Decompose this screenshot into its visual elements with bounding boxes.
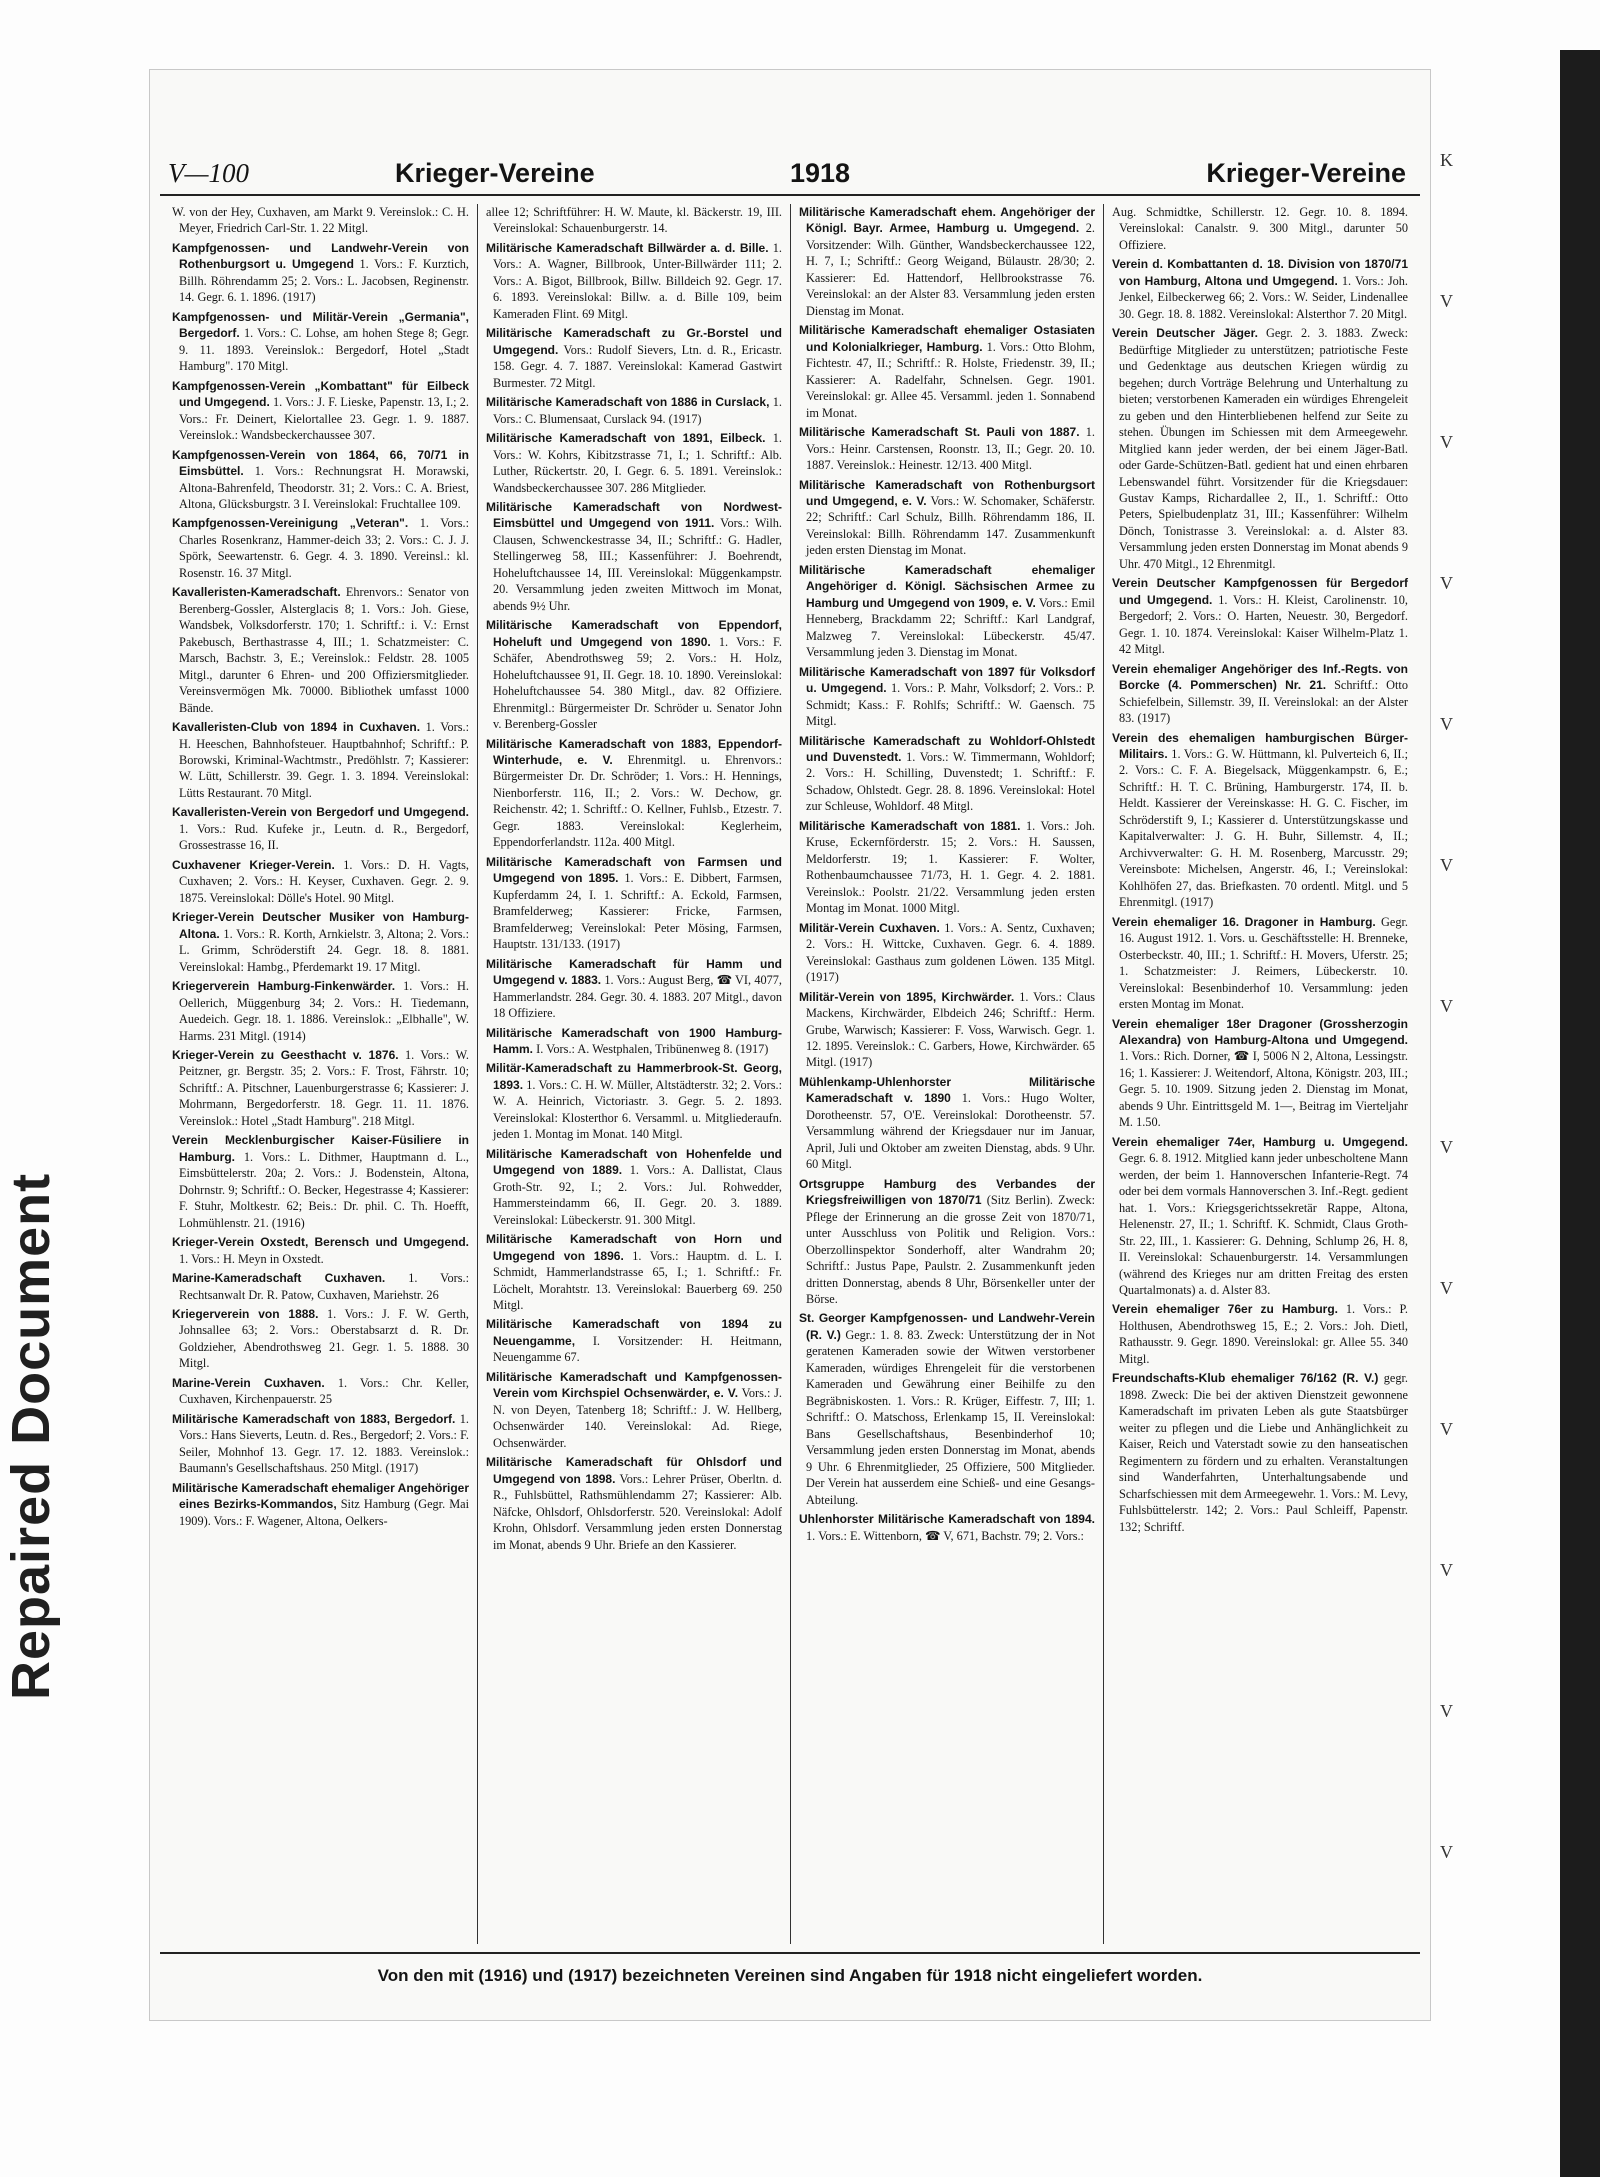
society-name: Verein ehemaliger 16. Dragoner in Hamburg.: [1112, 914, 1376, 929]
society-name: Krieger-Verein zu Geesthacht v. 1876.: [172, 1047, 399, 1062]
society-details: Vors.: Lehrer Prüser, Oberltn. d. R., Fuhlsbüttel, Rathsmühlendamm 27; Kassierer: Alb. Näfcke, Ohlsdorf, Ohlsdorferstr. 520. Vereinslokal: Adolf Krohn, Ohlsdorf. Versammlung jeden ersten Donnerstag im Monat, abends 9 Uhr. Briefe an den Kassierer.: [493, 1471, 782, 1552]
society-details: 1. Vors.: Rich. Dorner, ☎ I, 5006 N 2, Altona, Lessingstr. 16; 1. Kassierer: J. Weitendorf, Altona, Königstr. 203, III.; Gegr. 5. 10. 1909. Sitzung jeden 2. Dienstag im Monat, abends 9 Uhr. Eintrittsgeld M. 1—, Beitrag im Vierteljahr M. 1.50.: [1119, 1049, 1408, 1130]
society-entry: [486, 736, 782, 851]
society-entry: [172, 204, 469, 237]
society-details: 1. Vors.: H. Kleist, Carolinenstr. 10, Bergedorf; 2. Vors.: O. Harten, Neuestr. 30, Bergedorf. Gegr. 1. 10. 1874. Vereinslokal: Kaiser Wilhelm-Platz 1. 42 Mitgl.: [1119, 592, 1408, 657]
society-details: 1. Vors.: E. Dibbert, Farmsen, Kupferdamm 24, I. 1. Schriftf.: A. Eckold, Farmsen, Bramfelderweg; Kassierer: Fricke, Farmsen, Bramfelderweg; Vereinslokal: Peter Mösing, Farmsen, Hauptstr. 131/133. (1917): [493, 871, 782, 952]
society-entry: [1112, 1134, 1408, 1299]
society-name: Marine-Verein Cuxhaven.: [172, 1375, 325, 1390]
column-2: [477, 204, 790, 1944]
society-details: Gegr. 16. August 1912. 1. Vors. u. Geschäftsstelle: H. Brenneke, Osterbeckstr. 40, III.; 1. Schriftf.: H. Movers, Uferstr. 25; 1. Schatzmeister: J. Reimers, Lübeckerstr. 10. Vereinslokal: Besenbinderhof 10. Versammlung: jeden ersten Montag im Monat.: [1119, 914, 1409, 1012]
society-name: Krieger-Verein Oxstedt, Berensch und Umgegend.: [172, 1235, 469, 1250]
society-entry: [799, 562, 1095, 661]
society-name: Krieger-Verein Deutscher Musiker von Hamburg-Altona.: [172, 910, 469, 941]
society-details: 1. Vors.: H. Heeschen, Bahnhofsteuer. Hauptbahnhof; Schriftf.: P. Borowski, Kriminal-Wachtmstr., Predöhlstr. 7; Kassierer: W. Lütt, Schillerstr. 39. Gegr. 1. 3. 1894. Vereinslokal: Lütts Restaurant. 70 Mitgl.: [179, 720, 470, 800]
society-name: Militärische Kameradschaft von 1883, Bergedorf.: [172, 1411, 456, 1426]
next-page-fragment: V: [1440, 1560, 1453, 1580]
society-name: Marine-Kameradschaft Cuxhaven.: [172, 1271, 386, 1286]
society-name: Militär-Verein Cuxhaven.: [799, 920, 940, 935]
society-entry: [486, 499, 782, 614]
society-details: 1. Vors.: H. Oellerich, Müggenburg 34; 2. Vors.: H. Tiedemann, Auedeich. Gegr. 18. 1. 1886. Vereinslok.: „Elbhalle", W. Harms. 231 Mitgl. (1914): [179, 979, 470, 1043]
society-details: 1. Vors.: Rechtsanwalt Dr. R. Patow, Cuxhaven, Mariehstr. 26: [179, 1271, 469, 1302]
society-entry: [1112, 575, 1408, 657]
society-entry: [1112, 204, 1408, 253]
society-name: Militärische Kameradschaft ehem. Angehöriger der Königl. Bayr. Armee, Hamburg u. Umgegend.: [799, 205, 1095, 236]
society-name: Ortsgruppe Hamburg des Verbandes der Kriegsfreiwilligen von 1870/71: [799, 1176, 1095, 1208]
society-name: Mühlenkamp-Uhlenhorster Militärische Kameradschaft v. 1890: [799, 1074, 1095, 1106]
society-name: Militärische Kameradschaft von Horn und Umgegend von 1896.: [486, 1232, 782, 1263]
society-entry: [1112, 914, 1408, 1013]
society-details: Vors.: Rudolf Sievers, Ltn. d. R., Ericastr. 158. Gegr. 4. 7. 1887. Vereinslokal: Kamerad Gastwirt Burmester. 72 Mitgl.: [493, 342, 782, 390]
society-entry: [172, 1047, 469, 1129]
society-details: 1. Vors.: R. Korth, Arnkielstr. 3, Altona; 2. Vors.: L. Grimm, Schröderstift 24. Gegr. 18. 8. 1881. Vereinslokal: Hambg., Pferdemarkt 19. 17 Mitgl.: [179, 926, 469, 974]
society-entry: [486, 1369, 782, 1451]
society-name: Militärische Kameradschaft ehemaliger Ostasiaten und Kolonialkrieger, Hamburg.: [799, 323, 1095, 354]
society-details: 1. Vors.: Joh. Jenkel, Eilbeckerweg 66; 2. Vors.: W. Seider, Lindenallee 30. Gegr. 18. 8. 1882. Vereinslokal: Alsterthor 7. 20 Mitgl.: [1119, 273, 1408, 321]
next-page-fragment: V: [1440, 291, 1453, 311]
society-entry: [799, 322, 1095, 421]
repaired-document-stamp: Repaired Document: [1, 1172, 61, 1700]
society-entry: [799, 733, 1095, 815]
society-entry: [1112, 1301, 1408, 1367]
footer-note: Von den mit (1916) und (1917) bezeichneten Vereinen sind Angaben für 1918 nicht eingeliefert worden.: [377, 1966, 1203, 1985]
society-name: Verein ehemaliger Angehöriger des Inf.-Regts. von Borcke (4. Pommerschen) Nr. 21.: [1112, 661, 1408, 693]
next-page-sliver: [1440, 150, 1530, 1950]
society-entry: [1112, 1370, 1408, 1535]
society-name: Militärische Kameradschaft von Hohenfelde und Umgegend von 1889.: [486, 1146, 782, 1178]
society-details: 1. Vors.: Charles Rosenkranz, Hammer-deich 33; 2. Vors.: C. J. J. Spörk, Seewartenstr. 6. Gegr. 4. 3. 1890. Vereinsl.: kl. Rosenstr. 16. 37 Mitgl.: [179, 516, 470, 580]
next-page-fragment: V: [1440, 1701, 1453, 1721]
society-details: 1. Vors.: P. Mahr, Volksdorf; 2. Vors.: P. Schmidt; Kass.: F. Rohlfs; Schriftf.: W. Gaensch. 75 Mitgl.: [806, 681, 1095, 729]
society-name: Militär-Kameradschaft zu Hammerbrook-St. Georg, 1893.: [486, 1061, 782, 1092]
society-entry: [486, 854, 782, 953]
society-details: 1. Vors.: Joh. Kruse, Eckernförderstr. 15; 2. Vors.: H. Saussen, Meldorferstr. 19; 1. Kassierer: F. Wolter, Rothenbaumchaussee 71/73, H. 1. Gegr. 4. 2. 1881. Vereinslok.: Poolstr. 21/22. Versammlung jeden ersten Montag im Monat. 1000 Mitgl.: [806, 818, 1096, 916]
society-details: 1. Vors.: F. Kurztich, Billh. Röhrendamm 25; 2. Vors.: L. Jacobsen, Reginenstr. 14. Gegr. 6. 1. 1896. (1917): [179, 257, 470, 305]
society-name: Militärische Kameradschaft von Eppendorf, Hoheluft und Umgegend von 1890.: [486, 618, 782, 649]
society-entry: [799, 989, 1095, 1071]
page-number: V—100: [168, 158, 249, 188]
society-entry: [172, 1375, 469, 1408]
society-details: Vors.: Wilh. Clausen, Schwenckestrasse 34, II.; Schriftf.: G. Hadler, Stellingerweg 58, III.; Kassenführer: J. Boehrendt, Hoheluftchaussee 14, III. Vereinslokal: Müggenkampstr. 20. Versammlung jeden zweiten Mittwoch im Monat, abends 9½ Uhr.: [493, 516, 782, 613]
society-name: Kampfgenossen-Vereinigung „Veteran".: [172, 516, 409, 531]
society-details: 1. Vors.: D. H. Vagts, Cuxhaven; 2. Vors.: H. Keyser, Cuxhaven. Gegr. 2. 9. 1875. Vereinslokal: Dölle's Hotel. 90 Mitgl.: [179, 857, 470, 905]
society-entry: [799, 1074, 1095, 1173]
society-details: I. Vors.: A. Westphalen, Tribünenweg 8. (1917): [536, 1041, 769, 1056]
society-name: Militärische Kameradschaft Billwärder a. d. Bille.: [486, 240, 769, 255]
society-entry: [172, 978, 469, 1044]
society-entry: [172, 584, 469, 716]
society-entry: [1112, 1016, 1408, 1131]
society-name: Verein ehemaliger 18er Dragoner (Grossherzogin Alexandra) von Hamburg-Altona und Umgegend.: [1112, 1016, 1408, 1047]
scan-dark-edge: [1560, 50, 1600, 2177]
society-entry: [486, 325, 782, 391]
society-details: 1. Vors.: J. F. Lieske, Papenstr. 13, I.; 2. Vors.: Fr. Deinert, Kielortallee 23. Gegr. 1. 9. 1887. Vereinslok.: Wandsbeckerchaussee 307.: [179, 395, 469, 443]
society-details: 1. Vors.: A. Wagner, Billbrook, Unter-Billwärder 111; 2. Vors.: A. Bigot, Billbrook, Billw. Billdeich 92. Gegr. 17. 6. 1893. Vereinslokal: Billw. a. d. Bille 109, beim Kameraden Flint. 69 Mitgl.: [493, 240, 782, 321]
society-details: I. Vorsitzender: H. Heitmann, Neuengamme 67.: [493, 1333, 783, 1365]
society-entry: [486, 1146, 782, 1228]
society-name: Militär-Verein von 1895, Kirchwärder.: [799, 989, 1015, 1004]
society-entry: [799, 477, 1095, 559]
society-name: Militärische Kameradschaft von 1883, Eppendorf-Winterhude, e. V.: [486, 736, 782, 767]
next-page-fragment: V: [1440, 1419, 1453, 1439]
society-entry: [486, 1316, 782, 1365]
column-3: [790, 204, 1103, 1944]
society-entry: [172, 515, 469, 581]
society-entry: [1112, 325, 1408, 572]
society-name: Militärische Kameradschaft für Ohlsdorf und Umgegend von 1898.: [486, 1455, 782, 1486]
page-year: 1918: [790, 158, 851, 188]
society-entry: [1112, 661, 1408, 727]
society-name: Militärische Kameradschaft St. Pauli von 1887.: [799, 425, 1080, 440]
society-details: gegr. 1898. Zweck: Die bei der aktiven Dienstzeit gewonnene Kameradschaft im privaten Leben als gute Staatsbürger weiter zu pflegen und die Liebe und Anhänglichkeit zu Kaiser, Reich und Vaterstadt sowie zu den hanseatischen Regimentern zu fördern und zu erhalten. Veranstaltungen sind Wanderfahrten, Unterhaltungsabende und Scharfschiessen mit dem Armeegewehr. 1. Vors.: M. Levy, Fuhlsbüttelerstr. 142; 2. Vors.: Paul Schleiff, Papenstr. 132; Schriftf.: [1119, 1371, 1409, 1534]
society-entry: [172, 1234, 469, 1267]
society-details: 1. Vors.: Rechnungsrat H. Morawski, Altona-Bahrenfeld, Theodorstr. 31; 2. Vors.: C. A. Briest, Altona, Glücksburgstr. 3 I. Vereinslokal: Fruchtallee 109.: [179, 464, 469, 511]
society-details: 1. Vors.: A. Sentz, Cuxhaven; 2. Vors.: H. Wittcke, Cuxhaven. Gegr. 6. 4. 1889. Vereinslokal: Gasthaus zum goldenen Löwen. 135 Mitgl. (1917): [806, 920, 1096, 985]
society-entry: [1112, 730, 1408, 911]
society-name: Kriegerverein Hamburg-Finkenwärder.: [172, 979, 396, 994]
column-1: [164, 204, 477, 1944]
society-entry: [1112, 256, 1408, 322]
next-page-fragment: V: [1440, 1842, 1453, 1862]
society-entry: [486, 1060, 782, 1142]
society-name: Militärische Kameradschaft zu Wohldorf-Ohlstedt und Duvenstedt.: [799, 733, 1095, 764]
society-details: 1. Vors.: F. Schäfer, Abendrothsweg 59; 2. Vors.: H. Holz, Hoheluftchaussee 91, II. Gegr. 18. 10. 1890. Vereinslokal: Hoheluftchaussee 54. 380 Mitgl., dav. 82 Offiziere. Ehrenmitgl.: Bürgermeister Dr. Schröder u. Senator John v. Berenberg-Gossler: [493, 634, 782, 732]
society-entry: [799, 1176, 1095, 1308]
society-details: 1. Vors.: Hans Sieverts, Leutn. d. Res., Bergedorf; 2. Vors.: F. Seiler, Mohnhof 13. Gegr. 17. 12. 1883. Vereinslok.: Baumann's Gesellschaftshaus. 250 Mitgl. (1917): [179, 1411, 469, 1476]
society-entry: [172, 719, 469, 801]
society-name: Kavalleristen-Kameradschaft.: [172, 585, 341, 600]
society-entry: [799, 424, 1095, 473]
next-page-fragment: V: [1440, 1278, 1453, 1298]
society-name: Verein Deutscher Kampfgenossen für Bergedorf und Umgegend.: [1112, 576, 1408, 607]
society-details: 1. Vors.: L. Dithmer, Hauptmann d. L., Eimsbüttelerstr. 20a; 2. Vors.: J. Bodenstein, Altona, Dohrnstr. 9; Schriftf.: O. Becker, Hegestrasse 4; Kassierer: F. Stuhr, Moltkestr. 62; Beis.: Dr. phil. C. Th. Hoefft, Lohmühlenstr. 21. (1916): [179, 1149, 469, 1230]
society-details: 1. Vors.: Claus Mackens, Kirchwärder, Elbdeich 246; Schriftf.: Herm. Grube, Warwisch; Kassierer: F. Voss, Warwisch. Gegr. 1. 12. 1895. Vereinslok.: C. Garbers, Howe, Kirchwärder. 65 Mitgl. (1917): [806, 989, 1095, 1070]
society-details: 1. Vors.: C. H. W. Müller, Altstädterstr. 32; 2. Vors.: W. A. Heinrich, Victoriastr. 3. Gegr. 5. 2. 1893. Vereinslokal: Klosterthor 6. Versamml. u. Mitgliederaufn. jeden 1. Montag im Monat. 140 Mitgl.: [493, 1077, 782, 1142]
society-name: Cuxhavener Krieger-Verein.: [172, 857, 335, 872]
society-entry: [172, 447, 469, 513]
society-entry: [172, 857, 469, 906]
society-name: Verein d. Kombattanten d. 18. Division von 1870/71 von Hamburg, Altona und Umgegend.: [1112, 257, 1408, 288]
society-details: 1. Vors.: J. F. W. Gerth, Johnsallee 63; 2. Vors.: Oberstabsarzt d. R. Dr. Goldzieher, Abendrothsweg 21. Gegr. 1. 5. 1888. 30 Mitgl.: [179, 1307, 469, 1371]
society-details: Gegr. 6. 8. 1912. Mitglied kann jeder unbescholtene Mann werden, der beim 1. Hannoverschen Infanterie-Regt. 74 oder bei dem vormals Hannoverschen 3. Inf.-Regt. gedient hat. 1. Vors.: Kriegsgerichtssekretär Rappe, Altona, Helenenstr. 27, II.; 1. Schriftf. K. Schmidt, Claus Groth-Str. 22, III., 1. Kassierer: G. Dehning, Schlump 26, H. 8, II. Vereinslokal: Schauenburgerstr. 14. Versammlungen (während des Krieges nur am dritten Freitag des ersten Quartalmonats) a. d. Alster 83.: [1119, 1151, 1408, 1297]
society-name: Kampfgenossen-Verein von 1864, 66, 70/71 in Eimsbüttel.: [172, 447, 469, 479]
society-entry: [486, 240, 782, 322]
society-details: 1. Vors.: C. Blumensaat, Curslack 94. (1917): [493, 395, 782, 426]
society-name: Militärische Kameradschaft ehemaliger Angehöriger d. Königl. Sächsischen Armee zu Hamburg und Umgegend von 1909, e. V.: [799, 562, 1095, 610]
society-name: Kavalleristen-Verein von Bergedorf und Umgegend.: [172, 805, 469, 820]
society-name: Militärische Kameradschaft von 1886 in Curslack,: [486, 395, 770, 410]
society-entry: [486, 430, 782, 496]
society-name: Kriegerverein von 1888.: [172, 1307, 319, 1321]
society-details: Vors.: Emil Henneberg, Brackdamm 22; Schriftf.: Karl Landgraf, Malzweg 7. Vereinslokal: Lübeckerstr. 45/47. Versammlung jeden 3. Dienstag im Monat.: [806, 595, 1095, 660]
society-details: 1. Vors.: P. Holthusen, Abendrothsweg 15, E.; 2. Vors.: Joh. Dietl, Rathausstr. 9. Gegr. 1890. Vereinslokal: gr. Allee 55. 340 Mitgl.: [1119, 1302, 1409, 1366]
running-title-left: Krieger-Vereine: [395, 158, 595, 188]
society-details: Sitz Hamburg (Gegr. Mai 1909). Vors.: F. Wagener, Altona, Oelkers-: [179, 1497, 469, 1528]
society-details: 1. Vors.: H. Meyn in Oxstedt.: [179, 1251, 324, 1266]
society-name: Freundschafts-Klub ehemaliger 76/162 (R. V.): [1112, 1371, 1379, 1386]
society-name: Militärische Kameradschaft zu Gr.-Borstel und Umgegend.: [486, 326, 782, 357]
society-details: 1. Vors.: A. Dallistat, Claus Groth-Str. 92, I.; 2. Vors.: Jul. Rohwedder, Hammersteindamm 66, II. Gegr. 20. 3. 1889. Vereinslokal: Lübeckerstr. 91. 300 Mitgl.: [493, 1163, 782, 1227]
society-entry: [172, 1411, 469, 1477]
next-page-fragment: V: [1440, 1137, 1453, 1157]
society-name: Kampfgenossen-Verein „Kombattant" für Eilbeck und Umgegend.: [172, 378, 469, 410]
society-name: Militärische Kameradschaft und Kampfgenossen-Verein vom Kirchspiel Ochsenwärder, e. V.: [486, 1369, 782, 1401]
society-entry: [799, 920, 1095, 986]
entry-columns: [164, 204, 1416, 1944]
next-page-fragment: V: [1440, 855, 1453, 875]
society-details: allee 12; Schriftführer: H. W. Maute, kl. Bäckerstr. 19, III. Vereinslokal: Schauenburgerstr. 14.: [486, 205, 782, 236]
society-entry: [486, 1231, 782, 1313]
society-entry: [172, 309, 469, 375]
next-page-fragment: V: [1440, 432, 1453, 452]
society-name: Militärische Kameradschaft von 1881.: [799, 818, 1021, 833]
society-details: 1. Vors.: Heinr. Carstensen, Roonstr. 13, II.; Gegr. 20. 10. 1887. Vereinslok.: Heinestr. 12/13. 400 Mitgl.: [806, 425, 1095, 473]
society-details: 1. Vors.: G. W. Hüttmann, kl. Pulverteich 6, II.; 2. Vors.: C. F. A. Biegelsack, Müggenkampstr. 6, E.; Schriftf.: H. T. C. Brüning, Hamburgerstr. 174, II. b. Heldt. Kassierer der Vereinskasse: H. G. C. Fischer, im Schröderstift 9, I.; Kassierer d. Unterstützungskasse und Kapitalverwalter: J. G. H. Buhr, Sillemstr. 4, II.; Archivverwalter: G. H. M. Rosenberg, Marcusstr. 29; Vereinsbote: Michelsen, Angerstr. 46, I.; Vereinslokal: Kohlhöfen 27, das. Briefkasten. 70 ordentl. Mitgl. und 5 Ehrenmitgl. (1917): [1119, 747, 1408, 910]
column-4: [1103, 204, 1416, 1944]
society-name: Verein ehemaliger 76er zu Hamburg.: [1112, 1302, 1338, 1317]
society-name: St. Georger Kampfgenossen- und Landwehr-Verein (R. V.): [799, 1311, 1095, 1342]
next-page-fragment: V: [1440, 573, 1453, 593]
society-name: Verein Deutscher Jäger.: [1112, 326, 1258, 341]
society-name: Uhlenhorster Militärische Kameradschaft von 1894.: [799, 1512, 1095, 1527]
society-entry: [172, 1270, 469, 1303]
society-name: Verein ehemaliger 74er, Hamburg u. Umgegend.: [1112, 1134, 1408, 1149]
society-entry: [799, 1511, 1095, 1544]
running-title-right: Krieger-Vereine: [1206, 158, 1406, 188]
society-entry: [799, 204, 1095, 319]
society-details: Gegr. 2. 3. 1883. Zweck: Bedürftige Mitglieder zu unterstützen; patriotische Feste und Gedenktage aus deutschen Kriegen würdig zu begehen; durch Vorträge Belehrung und Unterhaltung zu bieten; verstorbenen Kameraden ein würdiges Ehrengeleit zu geben und den Hinterbliebenen helfend zur Seite zu stehen. Übungen im Schiessen mit dem Armeegewehr. Mitglied kann jeder werden, der bei einem Jäger-Batl. oder Garde-Schützen-Batl. gedient hat und einen ehrbaren Lebenswandel führt. Vorsitzender für die Kriegsdauer: Gustav Kamps, Richardallee 2, II., 1. Schriftf.: Otto Peters, Spielbudenplatz 31, III.; Kassenführer: Wilhelm Dönch, Tonistrasse 3. Vereinslokal: a. d. Alster 83. Versammlung jeden ersten Donnerstag im Monat abends 9 Uhr. 470 Mitgl., 12 Ehrenmitgl.: [1119, 326, 1408, 571]
next-page-fragment: V: [1440, 714, 1453, 734]
society-details: 2. Vorsitzender: Wilh. Günther, Wandsbeckerchaussee 122, H. 7, I.; Schriftf.: Georg Weigand, Bülaustr. 28/30; 2. Kassierer: Ed. Hattendorf, Hellbrookstrasse 76. Vereinslokal: an der Alster 83. Versammlung jeden ersten Dienstag im Monat.: [806, 221, 1095, 318]
society-name: Militärische Kameradschaft für Hamm und Umgegend v. 1883.: [486, 956, 782, 988]
society-name: Militärische Kameradschaft von Farmsen und Umgegend von 1895.: [486, 854, 782, 886]
society-entry: [172, 1480, 469, 1529]
society-entry: [172, 1132, 469, 1231]
society-details: 1. Vors.: Hauptm. d. L. I. Schmidt, Hammerlandstrasse 65, I.; 1. Schriftf.: Fr. Löchelt, Morahtstr. 13. Vereinslokal: Bauerberg 69. 250 Mitgl.: [493, 1248, 782, 1312]
society-details: 1. Vors.: Otto Blohm, Fichtestr. 47, II.; Schriftf.: R. Holste, Friedenstr. 39, II.; Kassierer: A. Radelfahr, Schnelsen. Gegr. 1901. Vereinslokal: gr. Allee 45. Versamml. jeden 1. Sonnabend im Monat.: [806, 339, 1095, 420]
society-details: Aug. Schmidtke, Schillerstr. 12. Gegr. 10. 8. 1894. Vereinslokal: Canalstr. 9. 300 Mitgl., darunter 50 Offiziere.: [1112, 205, 1408, 252]
society-entry: [486, 956, 782, 1022]
society-entry: [799, 1310, 1095, 1508]
society-entry: [172, 240, 469, 306]
society-details: 1. Vors.: August Berg, ☎ VI, 4077, Hammerlandstr. 284. Gegr. 30. 4. 1883. 207 Mitgl., davon 18 Offiziere.: [493, 973, 782, 1021]
society-entry: [486, 1454, 782, 1553]
society-details: W. von der Hey, Cuxhaven, am Markt 9. Vereinslok.: C. H. Meyer, Friedrich Carl-Str. 1. 22 Mitgl.: [172, 205, 469, 236]
society-details: 1. Vors.: C. Lohse, am hohen Stege 8; Gegr. 9. 11. 1893. Vereinslok.: Bergedorf, Hotel „Stadt Hamburg". 170 Mitgl.: [179, 326, 470, 374]
society-details: 1. Vors.: Rud. Kufeke jr., Leutn. d. R., Bergedorf, Grossestrasse 16, II.: [179, 821, 469, 853]
society-details: Gegr.: 1. 8. 83. Zweck: Unterstützung der in Not geratenen Kameraden sowie der Witwen verstorbener Kameraden, würdiges Ehrengeleit für die verstorbenen Kameraden und Gewährung einer Beihilfe zu den Begräbniskosten. 1. Vors.: R. Krüger, Eiffestr. 7, III; 1. Schriftf.: O. Matschoss, Erlenkamp 15, II. Vereinslokal: Bans Gesellschaftshaus, Besenbinderhof 10; Versammlung jeden ersten Donnerstag im Monat, abends 9 Uhr. 6 Ehrenmitglieder, 25 Offiziere, 500 Mitglieder. Der Verein hat ausserdem eine Schieß- und eine Gesangs-Abteilung.: [806, 1327, 1096, 1507]
society-name: Verein des ehemaligen hamburgischen Bürger-Militairs.: [1112, 730, 1408, 761]
society-entry: [172, 1306, 469, 1372]
society-name: Militärische Kameradschaft von 1900 Hamburg-Hamm.: [486, 1025, 782, 1056]
society-entry: [486, 394, 782, 427]
society-entry: [799, 818, 1095, 917]
society-details: 1. Vors.: W. Peitzner, gr. Bergstr. 35; 2. Vors.: F. Trost, Fährstr. 10; Schriftf.: A. Pitschner, Lauenburgerstrasse 6; Kassierer: J. Mohrmann, Bergedorferstr. 18. Gegr. 11. 11. 1876. Vereinslok.: Hotel „Stadt Hamburg". 218 Mitgl.: [179, 1047, 469, 1128]
directory-page: [150, 70, 1430, 2020]
society-details: 1. Vors.: E. Wittenborn, ☎ V, 671, Bachstr. 79; 2. Vors.:: [806, 1528, 1084, 1543]
society-entry: [172, 378, 469, 444]
society-details: Vors.: J. N. von Deyen, Tatenberg 18; Schriftf.: J. W. Hellberg, Ochsenwärder 140. Vereinslokal: Ad. Riege, Ochsenwärder.: [493, 1386, 783, 1450]
society-name: Kampfgenossen- und Militär-Verein „Germania", Bergedorf.: [172, 309, 469, 341]
society-name: Militärische Kameradschaft von 1897 für Volksdorf u. Umgegend.: [799, 664, 1095, 696]
society-name: Militärische Kameradschaft von 1894 zu Neuengamme,: [486, 1317, 782, 1348]
society-entry: [486, 204, 782, 237]
society-name: Kavalleristen-Club von 1894 in Cuxhaven.: [172, 720, 421, 735]
society-details: Ehrenmitgl. u. Ehrenvors.: Bürgermeister Dr. Dr. Schröder; 1. Vors.: H. Hennings, Nienborferstr. 116, II.; 2. Vors.: W. Dechow, gr. Reichenstr. 42; 1. Schriftf.: O. Kellner, Fuhlsb., Etzestr. 7. Gegr. 1883. Vereinslokal: Keglerheim, Eppendorferlandstr. 112a. 400 Mitgl.: [493, 753, 782, 850]
society-details: 1. Vors.: Chr. Keller, Cuxhaven, Kirchenpauerstr. 25: [179, 1375, 470, 1407]
society-entry: [486, 1025, 782, 1058]
society-entry: [486, 617, 782, 732]
society-details: (Sitz Berlin). Zweck: Pflege der Erinnerung an die grosse Zeit von 1870/71, unter Ausschluss von Politik und Religion. Vors.: Oberzollinspektor Sonderhoff, alter Wandrahm 20; Schriftf.: Justus Pape, Paulstr. 2. Zusammenkunft jeden dritten Donnerstag, abends 8 Uhr, Börsenkeller unter der Börse.: [806, 1193, 1096, 1306]
society-name: Militärische Kameradschaft von Nordwest-Eimsbüttel und Umgegend von 1911.: [486, 499, 782, 531]
society-name: Militärische Kameradschaft von 1891, Eilbeck.: [486, 431, 766, 446]
society-details: Vors.: W. Schomaker, Schäferstr. 22; Schriftf.: Carl Schulz, Billh. Röhrendamm 186, II. Vereinslokal: Billh. Röhrendamm 147. Zusammenkunft jeden ersten Dienstag im Monat.: [806, 493, 1095, 558]
society-entry: [799, 664, 1095, 730]
society-name: Militärische Kameradschaft von Rothenburgsort und Umgegend, e. V.: [799, 477, 1095, 508]
society-details: 1. Vors.: W. Timmermann, Wohldorf; 2. Vors.: H. Schilling, Duvenstedt; 1. Schriftf.: F. Schadow, Ohlstedt. Gegr. 28. 8. 1896. Vereinslokal: Hotel zur Schleuse, Wohldorf. 48 Mitgl.: [806, 750, 1095, 814]
society-details: 1. Vors.: W. Kohrs, Kibitzstrasse 71, I.; 1. Schriftf.: Alb. Luther, Rückertstr. 20, I. Gegr. 6. 5. 1891. Vereinslok.: Wandsbeckerchaussee 307. 286 Mitglieder.: [493, 431, 783, 495]
society-details: 1. Vors.: Hugo Wolter, Dorotheenstr. 57, O'E. Vereinslokal: Dorotheenstr. 57. Versammlung während der Kriegsdauer nur im Januar, April, Juli und Oktober am zweiten Dienstag, abds. 9 Uhr. 60 Mitgl.: [806, 1091, 1095, 1172]
footer-divider: [160, 1952, 1420, 1954]
society-entry: [172, 804, 469, 853]
society-details: Schriftf.: Otto Schiefelbein, Sillemstr. 39, II. Vereinslokal: an der Alster 83. (1917): [1119, 678, 1409, 726]
society-name: Verein Mecklenburgischer Kaiser-Füsiliere in Hamburg.: [172, 1133, 469, 1164]
society-entry: [172, 909, 469, 975]
page-header: [160, 150, 1420, 196]
next-page-fragment: V: [1440, 996, 1453, 1016]
society-name: Kampfgenossen- und Landwehr-Verein von Rothenburgsort u. Umgegend: [172, 240, 469, 272]
society-name: Militärische Kameradschaft ehemaliger Angehöriger eines Bezirks-Kommandos,: [172, 1480, 469, 1512]
society-details: Ehrenvors.: Senator von Berenberg-Gossler, Alsterglacis 8; 1. Vors.: Joh. Giese, Wandsbek, Volksdorferstr. 170; 1. Schriftf.: i. V.: Ernst Pakebusch, Berthastrasse 4, III.; 1. Schatzmeister: C. Marsch, Bachstr. 3, E.; Vereinslok.: Feldstr. 28. 1005 Mitgl., darunter 6 Ehren- und 200 Offiziersmitglieder. Vereinsvermögen Mk. 70000. Bibliothek umfasst 1000 Bände.: [179, 585, 470, 715]
next-page-fragment: K: [1440, 150, 1453, 170]
